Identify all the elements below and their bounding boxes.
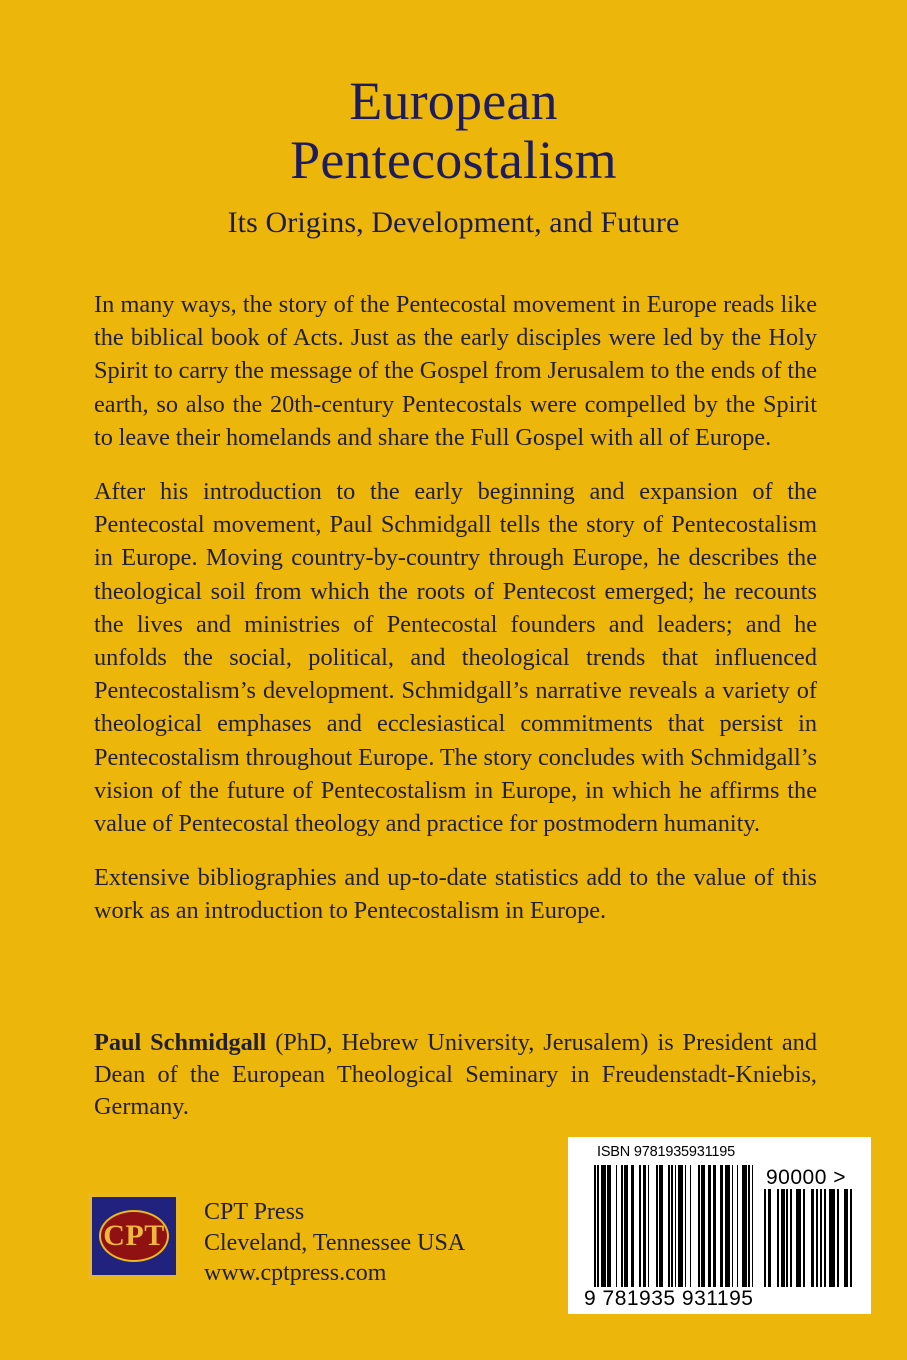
isbn-barcode-panel bbox=[568, 1137, 871, 1314]
blurb-paragraph-1: In many ways, the story of the Pentecostal movement in Europe reads like the biblical book of Acts. Just as the early disciples were led by the Holy Spirit to carry the message of the Gospel from Jerusalem to the ends of the earth, so also the 20th-century Pentecostals were compelled by the Spirit to leave their homelands and share the Full Gospel with all of Europe. bbox=[94, 291, 817, 451]
logo-ellipse bbox=[99, 1210, 169, 1262]
blurb-paragraph-3: Extensive bibliographies and up-to-date statistics add to the value of this work as an introduction to Pentecostalism in Europe. bbox=[94, 864, 817, 925]
blurb-paragraph-2: After his introduction to the early beginning and expansion of the Pentecostal movement, Paul Schmidgall tells the story of Pentecostalism in Europe. Moving country-by-country through Europe, he describes the theological soil from which the roots of Pentecost emerged; he recounts the lives and ministries of Pentecostal founders and leaders; and he unfolds the social, political, and theological trends that influenced Pentecostalism’s development. Schmidgall’s narrative reveals a variety of theological emphases and ecclesiastical commitments that persist in Pentecostalism throughout Europe. The story concludes with Schmidgall’s vision of the future of Pentecostalism in Europe, in which he affirms the value of Pentecostal theology and practice for postmodern humanity. bbox=[94, 478, 817, 838]
book-subtitle: Its Origins, Development, and Future bbox=[227, 206, 680, 239]
barcode-addon-text: 90000 > bbox=[766, 1166, 846, 1189]
barcode-human-readable: 9 781935 931195 bbox=[584, 1287, 754, 1310]
barcode-bars-addon bbox=[764, 1189, 852, 1287]
author-name: Paul Schmidgall bbox=[94, 1029, 267, 1056]
book-title-line-2: Pentecostalism bbox=[290, 130, 617, 190]
title-block bbox=[0, 72, 907, 240]
publisher-info bbox=[204, 1193, 465, 1289]
author-bio-text: (PhD, Hebrew University, Jerusalem) is President and Dean of the European Theological Seminary in Freudenstadt-Kniebis, Germany. bbox=[94, 1029, 817, 1120]
book-title-line-1: European bbox=[349, 71, 558, 131]
publisher-block bbox=[88, 1193, 465, 1289]
author-bio bbox=[94, 1027, 817, 1123]
isbn-text: ISBN 9781935931195 bbox=[597, 1144, 736, 1160]
publisher-website[interactable]: www.cptpress.com bbox=[204, 1260, 387, 1286]
cpt-press-logo bbox=[88, 1193, 180, 1279]
blurb-text-block bbox=[94, 288, 817, 928]
barcode-bars-main bbox=[594, 1165, 754, 1287]
publisher-location: Cleveland, Tennessee USA bbox=[204, 1229, 466, 1256]
publisher-name: CPT Press bbox=[204, 1199, 305, 1225]
logo-monogram: CPT bbox=[103, 1218, 165, 1252]
